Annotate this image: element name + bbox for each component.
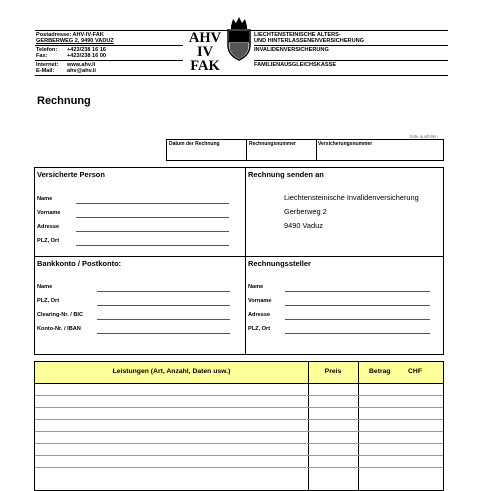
bank-zip-city-field[interactable]: [97, 305, 230, 306]
biller-firstname-label: Vorname: [248, 298, 272, 304]
table-row[interactable]: [35, 455, 443, 456]
biller-zip-city-label: PLZ, Ort: [248, 326, 271, 332]
invoice-number-input[interactable]: [248, 149, 314, 159]
org-line-3: INVALIDENVERSICHERUNG: [254, 47, 329, 53]
logo-iv: IV: [196, 44, 214, 60]
insured-firstname-label: Vorname: [37, 210, 61, 216]
send-to-line-2: Gerberweg 2: [284, 207, 327, 216]
insured-name-field[interactable]: [76, 203, 229, 204]
table-row[interactable]: [35, 443, 443, 444]
services-col-price: Preis: [324, 368, 342, 375]
invoice-date-label: Datum der Rechnung: [169, 141, 220, 147]
insured-name-label: Name: [37, 196, 53, 202]
bank-name-field[interactable]: [97, 291, 230, 292]
postal-address-label: Postadresse: AHV-IV-FAK: [36, 32, 104, 38]
email-label: E-Mail:: [36, 68, 55, 75]
table-row[interactable]: [35, 419, 443, 420]
send-to-line-1: Liechtensteinische Invalidenversicherung: [284, 193, 419, 202]
insured-zip-city-field[interactable]: [76, 245, 229, 246]
logo-fak: FAK: [190, 58, 220, 74]
bank-zip-city-label: PLZ, Ort: [37, 298, 60, 304]
table-row[interactable]: [35, 431, 443, 432]
fax-number: +423/238 16 00: [67, 53, 107, 60]
table-row[interactable]: [35, 407, 443, 408]
logo-text: [180, 31, 230, 73]
postal-street: GERBERWEG 2, 9490 VADUZ: [36, 38, 114, 45]
bank-clearing-field[interactable]: [97, 319, 230, 320]
insured-zip-city-label: PLZ, Ort: [37, 238, 60, 244]
services-col-description: Leistungen (Art, Anzahl, Daten usw.): [112, 368, 231, 375]
bank-iban-field[interactable]: [97, 333, 230, 334]
insurance-number-input[interactable]: [318, 149, 442, 159]
insured-firstname-field[interactable]: [76, 217, 229, 218]
fax-label: Fax:: [36, 53, 48, 60]
email-link[interactable]: ahv@ahv.li: [67, 68, 96, 75]
coat-of-arms-icon: [226, 15, 252, 61]
biller-firstname-field[interactable]: [285, 305, 430, 306]
invoice-number-label: Rechnungsnummer: [249, 141, 296, 147]
biller-address-field[interactable]: [285, 319, 430, 320]
internet-label: Internet:: [36, 62, 59, 68]
send-to-line-3: 9490 Vaduz: [284, 221, 323, 230]
org-line-2: UND HINTERLASSENENVERSICHERUNG: [254, 38, 365, 45]
biller-address-label: Adresse: [248, 312, 271, 318]
biller-title: Rechnungssteller: [248, 259, 311, 268]
biller-name-label: Name: [248, 284, 264, 290]
logo-ahv: AHV: [188, 30, 222, 46]
hint-text: bitte ausfüllen: [410, 134, 438, 139]
internet-link[interactable]: www.ahv.li: [67, 62, 96, 68]
table-row[interactable]: [35, 467, 443, 468]
bank-name-label: Name: [37, 284, 53, 290]
insured-title: Versicherte Person: [37, 170, 105, 179]
bank-iban-label: Konto-Nr. / IBAN: [37, 326, 81, 332]
org-line-1: LIECHTENSTEINISCHE ALTERS-: [254, 32, 341, 38]
page-title: Rechnung: [37, 95, 91, 107]
services-col-currency: CHF: [408, 368, 422, 375]
invoice-date-input[interactable]: [168, 149, 244, 159]
biller-zip-city-field[interactable]: [285, 333, 430, 334]
org-line-4: FAMILIENAUSGLEICHSKASSE: [254, 62, 337, 68]
insured-address-field[interactable]: [76, 231, 229, 232]
table-row[interactable]: [35, 395, 443, 396]
biller-name-field[interactable]: [285, 291, 430, 292]
bank-title: Bankkonto / Postkonto:: [37, 259, 122, 268]
bank-clearing-label: Clearing-Nr. / BIC: [37, 312, 84, 318]
phone-number: +423/238 16 16: [67, 47, 107, 53]
send-to-title: Rechnung senden an: [248, 170, 324, 179]
phone-label: Telefon:: [36, 47, 58, 53]
insured-address-label: Adresse: [37, 224, 60, 230]
insurance-number-label: Versicherungsnummer: [318, 141, 373, 147]
services-col-amount: Betrag: [369, 368, 391, 375]
